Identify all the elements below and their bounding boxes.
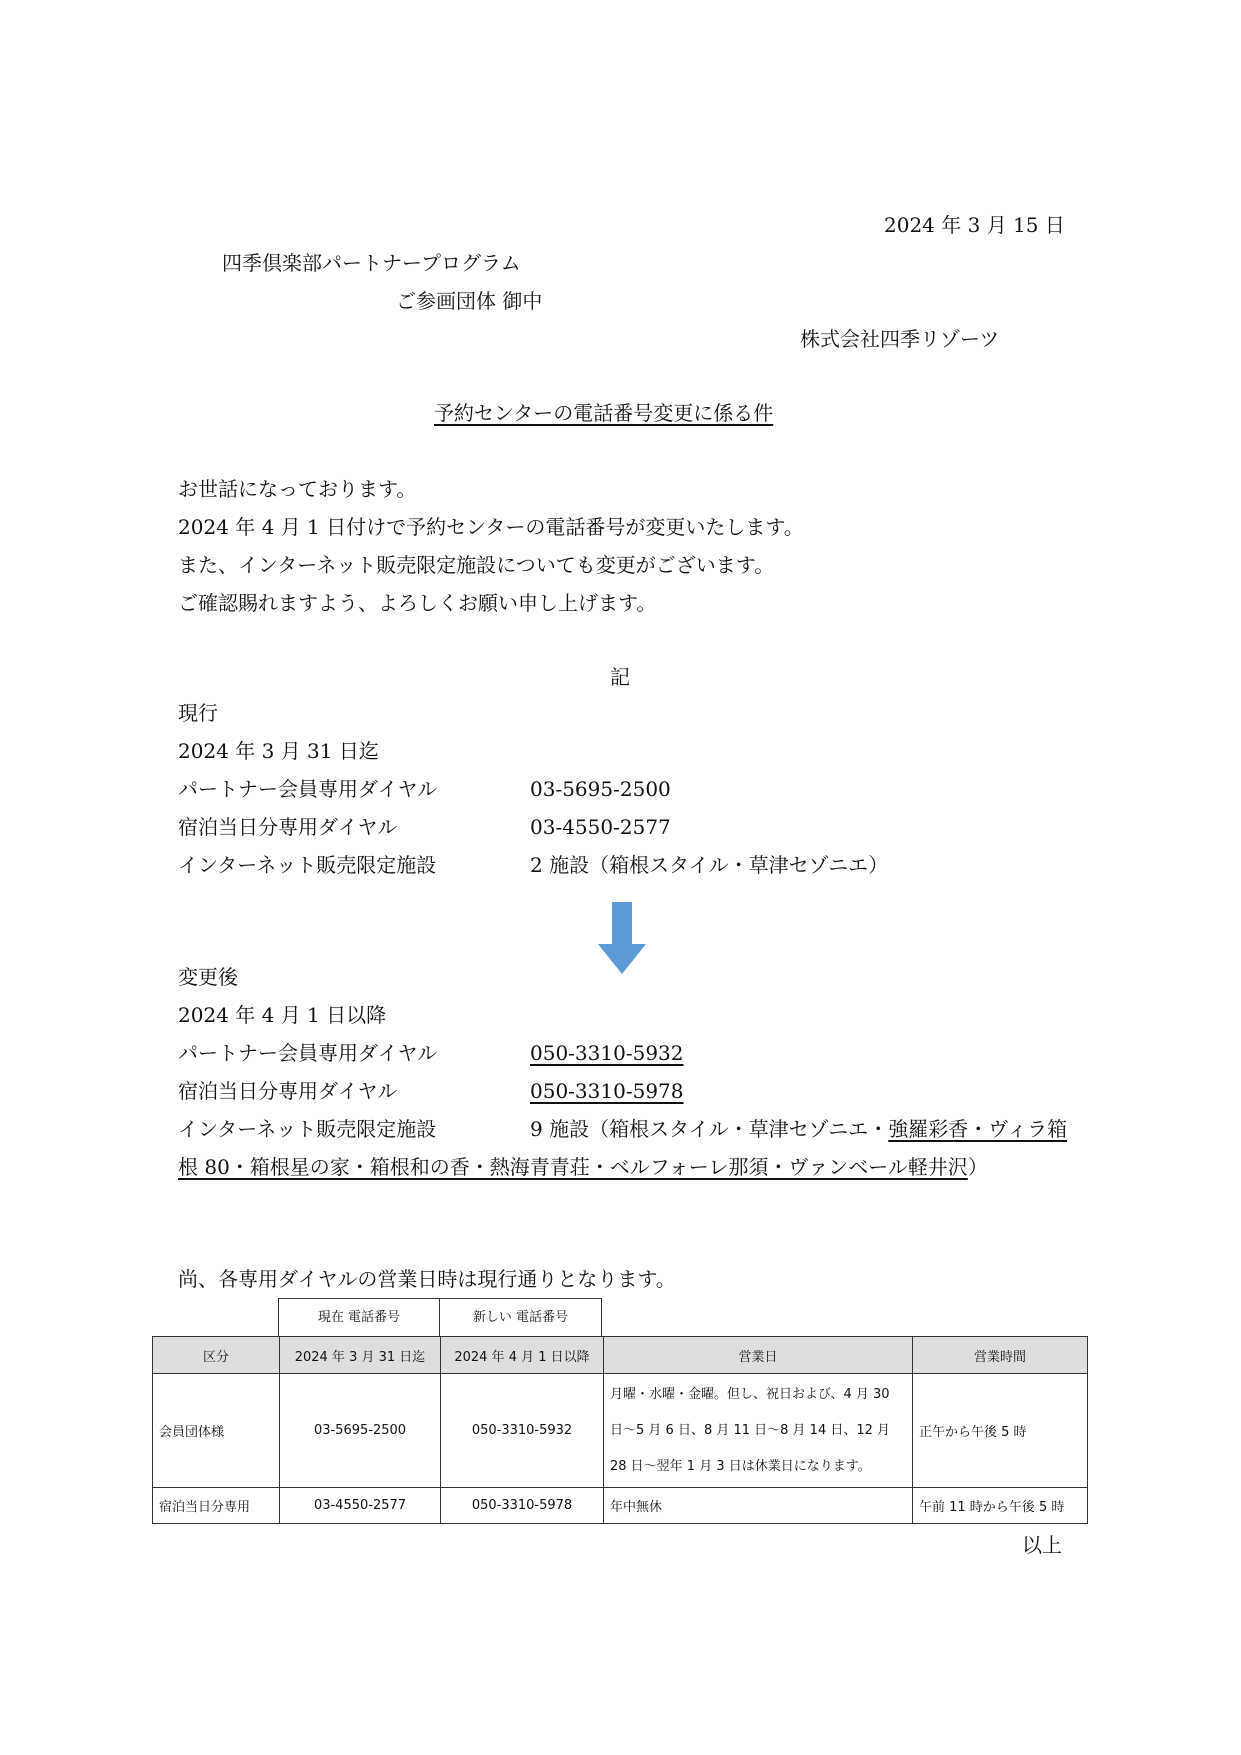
table-cell: 午前 11 時から午後 5 時 bbox=[913, 1488, 1088, 1524]
table-header: 営業時間 bbox=[913, 1337, 1088, 1374]
table-row bbox=[153, 1374, 1088, 1488]
current-period: 2024 年 3 月 31 日迄 bbox=[178, 739, 379, 763]
table-header-row bbox=[153, 1337, 1088, 1374]
down-arrow-icon bbox=[598, 902, 646, 974]
body-line-4: ご確認賜れますよう、よろしくお願い申し上げます。 bbox=[178, 591, 657, 615]
table-cell: 会員団体様 bbox=[153, 1374, 280, 1488]
row-value: 03-4550-2577 bbox=[530, 815, 671, 839]
recipient-line-1: 四季倶楽部パートナープログラム bbox=[222, 251, 521, 275]
body-line-1: お世話になっております。 bbox=[178, 477, 417, 501]
body-line-3: また、インターネット販売限定施設についても変更がございます。 bbox=[178, 553, 775, 577]
document-date: 2024 年 3 月 15 日 bbox=[884, 213, 1065, 237]
current-row-internet bbox=[178, 852, 1078, 878]
row-value: 050-3310-5932 bbox=[530, 1041, 684, 1065]
row-label: 宿泊当日分専用ダイヤル bbox=[178, 1079, 398, 1103]
table-cell: 03-4550-2577 bbox=[280, 1488, 441, 1524]
changed-period: 2024 年 4 月 1 日以降 bbox=[178, 1003, 387, 1027]
changed-heading: 変更後 bbox=[178, 965, 238, 989]
current-row-sameday bbox=[178, 814, 1078, 840]
ki-heading: 記 bbox=[610, 665, 630, 689]
table-top-header-new: 新しい 電話番号 bbox=[439, 1298, 602, 1336]
table-header: 営業日 bbox=[604, 1337, 913, 1374]
business-hours-note: 尚、各専用ダイヤルの営業日時は現行通りとなります。 bbox=[178, 1267, 676, 1291]
row-value: 050-3310-5978 bbox=[530, 1079, 684, 1103]
table-header: 2024 年 4 月 1 日以降 bbox=[441, 1337, 604, 1374]
facilities-prefix: 9 施設（箱根スタイル・草津セゾニエ・ bbox=[530, 1117, 889, 1141]
table-cell: 年中無休 bbox=[604, 1488, 913, 1524]
table-header: 2024 年 3 月 31 日迄 bbox=[280, 1337, 441, 1374]
table-cell: 宿泊当日分専用 bbox=[153, 1488, 280, 1524]
table-header: 区分 bbox=[153, 1337, 280, 1374]
changed-row-sameday bbox=[178, 1078, 1078, 1104]
row-value: 03-5695-2500 bbox=[530, 777, 671, 801]
changed-internet-facilities bbox=[178, 1110, 1068, 1186]
row-label: インターネット販売限定施設 bbox=[178, 1117, 437, 1141]
table-cell: 050-3310-5978 bbox=[441, 1488, 604, 1524]
closing-ijo: 以上 bbox=[1022, 1533, 1062, 1557]
table-cell: 03-5695-2500 bbox=[280, 1374, 441, 1488]
changed-row-partner bbox=[178, 1040, 1078, 1066]
business-hours-table bbox=[152, 1336, 1088, 1524]
row-label: パートナー会員専用ダイヤル bbox=[178, 777, 438, 801]
row-label: 宿泊当日分専用ダイヤル bbox=[178, 815, 398, 839]
recipient-line-2: ご参画団体 御中 bbox=[396, 289, 543, 313]
row-value: 2 施設（箱根スタイル・草津セゾニエ） bbox=[530, 853, 889, 877]
current-heading: 現行 bbox=[178, 701, 218, 725]
row-label: インターネット販売限定施設 bbox=[178, 853, 437, 877]
body-line-2: 2024 年 4 月 1 日付けで予約センターの電話番号が変更いたします。 bbox=[178, 515, 804, 539]
row-label: パートナー会員専用ダイヤル bbox=[178, 1041, 438, 1065]
sender-name: 株式会社四季リゾーツ bbox=[800, 327, 1000, 351]
current-row-partner bbox=[178, 776, 1078, 802]
document-subject: 予約センターの電話番号変更に係る件 bbox=[434, 401, 774, 425]
table-top-header-current: 現在 電話番号 bbox=[278, 1298, 440, 1336]
table-cell: 050-3310-5932 bbox=[441, 1374, 604, 1488]
table-cell: 正午から午後 5 時 bbox=[913, 1374, 1088, 1488]
table-cell: 月曜・水曜・金曜。但し、祝日および、4 月 30 日〜5 月 6 日、8 月 11 日〜8 月 14 日、12 月 28 日〜翌年 1 月 3 日は休業日になります。 bbox=[604, 1374, 913, 1488]
facilities-new: 強羅彩香・ヴィラ箱根 80・箱根星の家・箱根和の香・熱海青青荘・ベルフォーレ那須・ヴァンベール軽井沢 bbox=[178, 1117, 1068, 1179]
facilities-suffix: ） bbox=[967, 1155, 988, 1179]
table-row bbox=[153, 1488, 1088, 1524]
